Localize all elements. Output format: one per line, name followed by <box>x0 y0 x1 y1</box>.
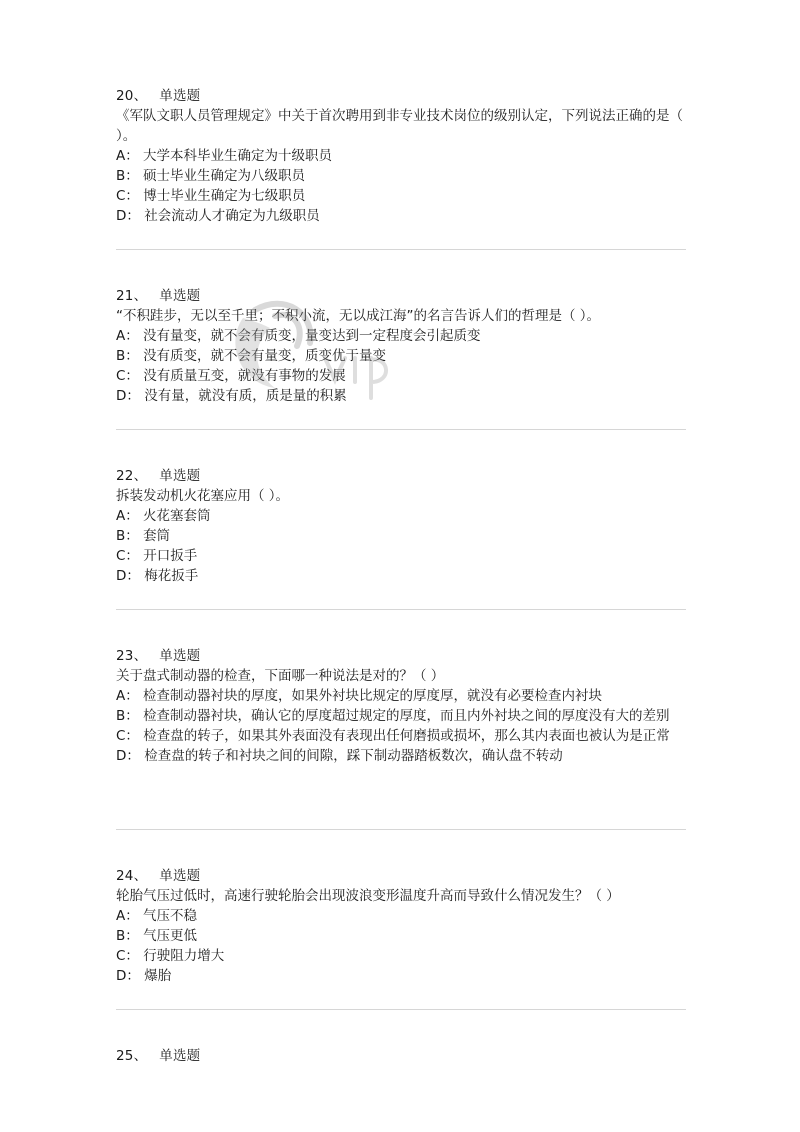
option-text: 火花塞套筒 <box>143 508 211 524</box>
question-number: 20、 <box>116 88 148 104</box>
option-c <box>116 546 686 566</box>
question-type: 单选题 <box>159 88 201 104</box>
option-b <box>116 926 686 946</box>
option-text: 检查制动器衬块，确认它的厚度超过规定的厚度，而且内外衬块之间的厚度没有大的差别 <box>143 708 670 724</box>
option-key: A： <box>116 908 139 924</box>
option-text: 行驶阻力增大 <box>143 948 225 964</box>
question-header <box>116 286 686 306</box>
option-text: 没有量变，就不会有质变，量变达到一定程度会引起质变 <box>143 328 481 344</box>
question-20 <box>116 86 686 226</box>
question-type: 单选题 <box>159 648 201 664</box>
question-header <box>116 1046 686 1066</box>
option-text: 梅花扳手 <box>144 568 199 584</box>
option-text: 检查盘的转子，如果其外表面没有表现出任何磨损或损坏，那么其内表面也被认为是正常 <box>143 728 670 744</box>
question-number: 22、 <box>116 468 148 484</box>
option-b <box>116 346 686 366</box>
option-text: 没有质变，就不会有量变，质变优于量变 <box>143 348 387 364</box>
option-key: C： <box>116 548 139 564</box>
option-d <box>116 206 686 226</box>
option-key: A： <box>116 508 139 524</box>
option-key: D： <box>116 748 140 764</box>
option-d <box>116 746 686 766</box>
question-stem: “不积跬步，无以至千里；不积小流，无以成江海”的名言告诉人们的哲理是（ ）。 <box>116 308 601 324</box>
option-b <box>116 706 686 726</box>
option-text: 爆胎 <box>144 968 172 984</box>
option-key: B： <box>116 348 139 364</box>
question-number: 23、 <box>116 648 148 664</box>
option-text: 大学本科毕业生确定为十级职员 <box>143 148 333 164</box>
option-text: 没有质量互变，就没有事物的发展 <box>143 368 346 384</box>
option-d <box>116 566 686 586</box>
option-text: 开口扳手 <box>143 548 198 564</box>
option-key: A： <box>116 328 139 344</box>
option-b <box>116 526 686 546</box>
option-text: 社会流动人才确定为九级职员 <box>144 208 320 224</box>
option-text: 硕士毕业生确定为八级职员 <box>143 168 306 184</box>
option-text: 套筒 <box>143 528 171 544</box>
option-key: B： <box>116 168 139 184</box>
option-d <box>116 966 686 986</box>
question-type: 单选题 <box>159 288 201 304</box>
question-stem: 关于盘式制动器的检查，下面哪一种说法是对的？（ ） <box>116 668 445 684</box>
option-key: D： <box>116 568 140 584</box>
option-key: C： <box>116 188 139 204</box>
option-key: A： <box>116 688 139 704</box>
option-b <box>116 166 686 186</box>
question-type: 单选题 <box>159 468 201 484</box>
option-a <box>116 326 686 346</box>
question-23 <box>116 646 686 766</box>
option-text: 博士毕业生确定为七级职员 <box>143 188 306 204</box>
option-key: A： <box>116 148 139 164</box>
question-header <box>116 866 686 886</box>
option-text: 检查制动器衬块的厚度，如果外衬块比规定的厚度厚，就没有必要检查内衬块 <box>143 688 603 704</box>
question-number: 25、 <box>116 1048 148 1064</box>
option-key: D： <box>116 388 140 404</box>
divider <box>116 609 686 610</box>
option-key: D： <box>116 968 140 984</box>
option-d <box>116 386 686 406</box>
question-header <box>116 646 686 666</box>
option-a <box>116 906 686 926</box>
option-text: 气压不稳 <box>143 908 198 924</box>
question-21 <box>116 286 686 406</box>
question-number: 21、 <box>116 288 148 304</box>
option-text: 气压更低 <box>143 928 198 944</box>
divider <box>116 829 686 830</box>
question-type: 单选题 <box>159 1048 201 1064</box>
question-header <box>116 86 686 106</box>
option-c <box>116 946 686 966</box>
option-key: C： <box>116 728 139 744</box>
option-key: B： <box>116 928 139 944</box>
question-22 <box>116 466 686 586</box>
option-key: D： <box>116 208 140 224</box>
divider <box>116 429 686 430</box>
option-text: 检查盘的转子和衬块之间的间隙，踩下制动器踏板数次，确认盘不转动 <box>144 748 563 764</box>
question-24 <box>116 866 686 986</box>
option-a <box>116 686 686 706</box>
option-key: C： <box>116 368 139 384</box>
option-c <box>116 726 686 746</box>
option-key: C： <box>116 948 139 964</box>
option-c <box>116 186 686 206</box>
question-number: 24、 <box>116 868 148 884</box>
divider <box>116 249 686 250</box>
option-c <box>116 366 686 386</box>
option-text: 没有量，就没有质，质是量的积累 <box>144 388 347 404</box>
question-type: 单选题 <box>159 868 201 884</box>
divider <box>116 1009 686 1010</box>
question-stem: 《军队文职人员管理规定》中关于首次聘用到非专业技术岗位的级别认定，下列说法正确的是（ ）。 <box>116 108 683 144</box>
question-header <box>116 466 686 486</box>
option-key: B： <box>116 708 139 724</box>
question-25 <box>116 1046 686 1066</box>
option-key: B： <box>116 528 139 544</box>
option-a <box>116 146 686 166</box>
option-a <box>116 506 686 526</box>
question-stem: 拆装发动机火花塞应用（ ）。 <box>116 488 290 504</box>
question-stem: 轮胎气压过低时，高速行驶轮胎会出现波浪变形温度升高而导致什么情况发生？（ ） <box>116 888 620 904</box>
